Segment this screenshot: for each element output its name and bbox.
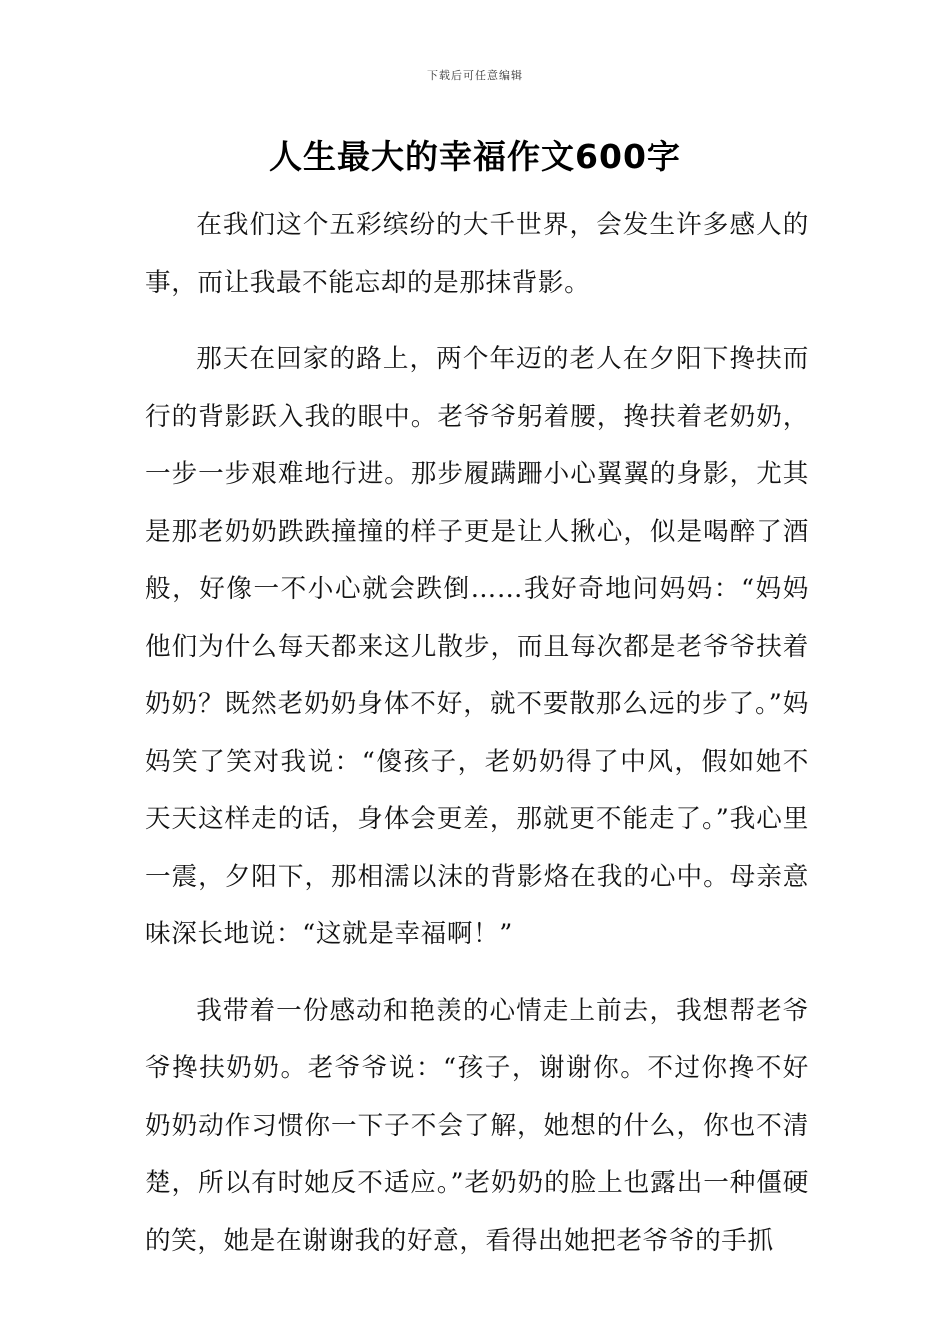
essay-body	[145, 197, 809, 1289]
paragraph-2: 那天在回家的路上，两个年迈的老人在夕阳下搀扶而行的背影跃入我的眼中。老爷爷躬着腰，搀扶着老奶奶，一步一步艰难地行进。那步履蹒跚小心翼翼的身影，尤其是那老奶奶跌跌撞撞的样子更是让人揪心，似是喝醉了酒般，好像一不小心就会跌倒……我好奇地问妈妈：“妈妈他们为什么每天都来这儿散步，而且每次都是老爷爷扶着奶奶？既然老奶奶身体不好，就不要散那么远的步了。”妈妈笑了笑对我说：“傻孩子，老奶奶得了中风，假如她不天天这样走的话，身体会更差，那就更不能走了。”我心里一震，夕阳下，那相濡以沫的背影烙在我的心中。母亲意味深长地说：“这就是幸福啊！”	[145, 344, 809, 949]
paragraph-3: 我带着一份感动和艳羡的心情走上前去，我想帮老爷爷搀扶奶奶。老爷爷说：“孩子，谢谢你。不过你搀不好奶奶动作习惯你一下子不会了解，她想的什么，你也不清楚，所以有时她反不适应。”老奶奶的脸上也露出一种僵硬的笑，她是在谢谢我的好意，看得出她把老爷爷的手抓	[145, 995, 809, 1256]
paragraph-1: 在我们这个五彩缤纷的大千世界，会发生许多感人的事，而让我最不能忘却的是那抹背影。	[145, 210, 809, 298]
header-note: 下载后可任意编辑	[427, 69, 523, 82]
document-title: 人生最大的幸福作文600字	[269, 137, 681, 176]
